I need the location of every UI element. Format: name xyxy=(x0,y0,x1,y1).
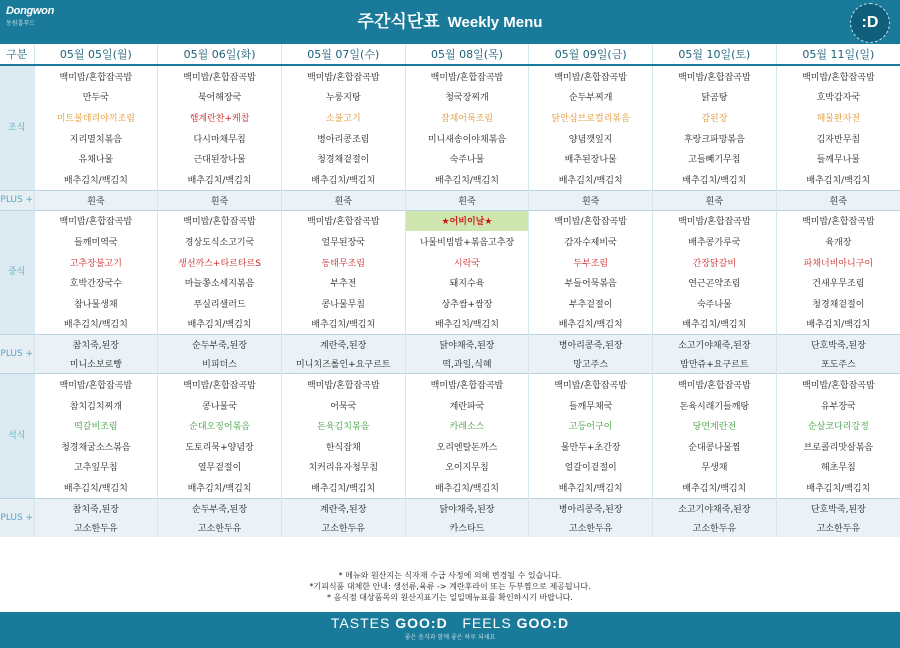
menu-item: 열무겉절이 xyxy=(158,457,282,478)
menu-item: 배추김치/백김치 xyxy=(529,477,653,498)
menu-item: 배추김치/백김치 xyxy=(776,169,900,190)
menu-item: 백미밥/혼합잡곡밥 xyxy=(34,210,158,231)
menu-item: 북어해장국 xyxy=(158,87,282,108)
brand-badge-icon: :D xyxy=(850,3,890,43)
menu-item: 얼무된장국 xyxy=(281,231,405,252)
menu-item: 배추김치/백김치 xyxy=(281,169,405,190)
menu-item: 흰죽 xyxy=(776,190,900,210)
menu-item: 한식잡채 xyxy=(281,436,405,457)
menu-item: 물만두+초간장 xyxy=(529,436,653,457)
menu-item: 배추김치/백김치 xyxy=(776,314,900,335)
menu-row xyxy=(0,415,900,436)
menu-item: 포도주스 xyxy=(776,354,900,374)
menu-item: 떡갈비조림 xyxy=(34,415,158,436)
menu-row xyxy=(0,335,900,355)
menu-item: 나물비빔밥+볶음고추장 xyxy=(405,231,529,252)
notice-section xyxy=(0,570,900,603)
notice-line: * 음식점 대상품목의 원산지표기는 일일메뉴표를 확인하시기 바랍니다. xyxy=(327,593,573,602)
logo-sub: 동원홈푸드 xyxy=(6,20,35,27)
menu-item: 백미밥/혼합잡곡밥 xyxy=(158,210,282,231)
menu-item: 병아리콩조림 xyxy=(281,128,405,149)
menu-item: 김자반무침 xyxy=(776,128,900,149)
menu-item: 브로콜리맛살볶음 xyxy=(776,436,900,457)
menu-item: 백미밥/혼합잡곡밥 xyxy=(34,374,158,395)
menu-row xyxy=(0,395,900,416)
menu-item: 고소한두유 xyxy=(653,518,777,537)
menu-item: 배추김치/백김치 xyxy=(776,477,900,498)
menu-row xyxy=(0,436,900,457)
menu-item: 소고기야채죽,된장 xyxy=(653,498,777,518)
page-title xyxy=(0,0,900,45)
menu-item: 감된장 xyxy=(653,107,777,128)
footer-subtext: 좋은 음식과 함께 좋은 하루 되세요 xyxy=(404,634,496,641)
menu-item: 단호박죽,된장 xyxy=(776,335,900,355)
menu-item: 배추김치/백김치 xyxy=(158,169,282,190)
slogan-word: TASTES xyxy=(330,615,391,631)
menu-item: 누룽지탕 xyxy=(281,87,405,108)
menu-row xyxy=(0,87,900,108)
menu-item: 병아리콩죽,된장 xyxy=(529,498,653,518)
dinner-label: 석식 xyxy=(0,374,34,499)
menu-item: 돈육시래기들깨탕 xyxy=(653,395,777,416)
menu-item: 다시마채무침 xyxy=(158,128,282,149)
menu-item: 카스타드 xyxy=(405,518,529,537)
menu-item: 미니새송이야채볶음 xyxy=(405,128,529,149)
menu-item: 배추김치/백김치 xyxy=(34,477,158,498)
menu-row xyxy=(0,65,900,87)
menu-item: 숙주나물 xyxy=(653,293,777,314)
menu-item: 콩나물무침 xyxy=(281,293,405,314)
day-header: 05월 08일(목) xyxy=(405,44,529,65)
menu-item: 배추된장나물 xyxy=(529,148,653,169)
menu-item: 백미밥/혼합잡곡밥 xyxy=(34,65,158,87)
menu-row xyxy=(0,231,900,252)
menu-item: 마늘쫑소세지볶음 xyxy=(158,272,282,293)
menu-item: 고소한두유 xyxy=(34,518,158,537)
menu-item: 고추잎무침 xyxy=(34,457,158,478)
menu-item: 순대콩나물찜 xyxy=(653,436,777,457)
menu-item: 후랑크파망볶음 xyxy=(653,128,777,149)
menu-item: 단호박죽,된장 xyxy=(776,498,900,518)
corner-label: 구분 xyxy=(0,44,34,65)
menu-item: 배추김치/백김치 xyxy=(653,314,777,335)
menu-item: 부들어묵볶음 xyxy=(529,272,653,293)
menu-item: 떡,과일,식혜 xyxy=(405,354,529,374)
menu-item: 생선까스+타르타르S xyxy=(158,252,282,273)
menu-item: 순대오징어볶음 xyxy=(158,415,282,436)
menu-item: 소고기야채죽,된장 xyxy=(653,335,777,355)
menu-item: 돼지수육 xyxy=(405,272,529,293)
menu-item: 백미밥/혼합잡곡밥 xyxy=(281,65,405,87)
menu-item: 경상도식소고기국 xyxy=(158,231,282,252)
menu-item: 해초무침 xyxy=(776,457,900,478)
menu-row xyxy=(0,457,900,478)
menu-item: 순두부죽,된장 xyxy=(158,335,282,355)
menu-item: 당면계란전 xyxy=(653,415,777,436)
menu-item: 오이지무침 xyxy=(405,457,529,478)
menu-item: 배추김치/백김치 xyxy=(281,314,405,335)
menu-item: 들깨무채국 xyxy=(529,395,653,416)
menu-item: 백미밥/혼합잡곡밥 xyxy=(653,374,777,395)
title-english: Weekly Menu xyxy=(447,14,543,31)
menu-item: 미니치즈롤인+요구르트 xyxy=(281,354,405,374)
menu-item: 고소한두유 xyxy=(158,518,282,537)
menu-item: 백미밥/혼합잡곡밥 xyxy=(776,374,900,395)
menu-item: 두부조림 xyxy=(529,252,653,273)
menu-item: 배추김치/백김치 xyxy=(653,477,777,498)
menu-item: 청국장찌개 xyxy=(405,87,529,108)
plus-label: PLUS + xyxy=(0,190,34,210)
day-header: 05월 09일(금) xyxy=(529,44,653,65)
menu-item: 백미밥/혼합잡곡밥 xyxy=(529,374,653,395)
menu-item: 유부장국 xyxy=(776,395,900,416)
menu-item: 소불고기 xyxy=(281,107,405,128)
menu-item: 호박간장국수 xyxy=(34,272,158,293)
menu-item: 배추김치/백김치 xyxy=(653,169,777,190)
menu-item: 백미밥/혼합잡곡밥 xyxy=(281,210,405,231)
menu-row xyxy=(0,293,900,314)
menu-item: 치커리유자청무침 xyxy=(281,457,405,478)
menu-item: 배추김치/백김치 xyxy=(34,169,158,190)
title-korean: 주간식단표 xyxy=(357,12,440,32)
menu-item: 닭야채죽,된장 xyxy=(405,498,529,518)
menu-item: 배추김치/백김치 xyxy=(281,477,405,498)
menu-item: 순살코다리강정 xyxy=(776,415,900,436)
notice-line: * 메뉴와 원산지는 식자재 수급 사정에 의해 변경될 수 있습니다. xyxy=(338,571,562,580)
menu-item: 고들빼기무침 xyxy=(653,148,777,169)
menu-item: 참치김치찌개 xyxy=(34,395,158,416)
menu-item: 계란파국 xyxy=(405,395,529,416)
menu-row xyxy=(0,252,900,273)
menu-item: 흰죽 xyxy=(529,190,653,210)
menu-item: 밤만쥬+요구르트 xyxy=(653,354,777,374)
menu-item: 배추김치/백김치 xyxy=(405,169,529,190)
menu-item: 어묵국 xyxy=(281,395,405,416)
menu-item: 백미밥/혼합잡곡밥 xyxy=(529,65,653,87)
slogan-word: GOO:D xyxy=(516,615,570,631)
menu-item: 파채너비아니구이 xyxy=(776,252,900,273)
menu-item: 배추김치/백김치 xyxy=(405,477,529,498)
menu-item: 잡채어묵조림 xyxy=(405,107,529,128)
day-header: 05월 10일(토) xyxy=(653,44,777,65)
menu-item: 연근곤약조림 xyxy=(653,272,777,293)
day-header: 05월 11일(일) xyxy=(776,44,900,65)
menu-item: 닭야채죽,된장 xyxy=(405,335,529,355)
menu-item: 상추쌈+쌈장 xyxy=(405,293,529,314)
menu-item: 만두국 xyxy=(34,87,158,108)
menu-item: 고추장불고기 xyxy=(34,252,158,273)
menu-item: 유채나물 xyxy=(34,148,158,169)
page-footer xyxy=(0,612,900,648)
lunch-label: 중식 xyxy=(0,210,34,335)
menu-row xyxy=(0,169,900,190)
menu-row xyxy=(0,354,900,374)
menu-row xyxy=(0,374,900,395)
menu-item: 백미밥/혼합잡곡밥 xyxy=(653,65,777,87)
menu-item: 배추김치/백김치 xyxy=(158,314,282,335)
menu-item: 미니소보로빵 xyxy=(34,354,158,374)
menu-item: 백미밥/혼합잡곡밥 xyxy=(776,210,900,231)
menu-item: 시락국 xyxy=(405,252,529,273)
day-header: 05월 05일(월) xyxy=(34,44,158,65)
menu-item: 참치죽,된장 xyxy=(34,335,158,355)
menu-row xyxy=(0,128,900,149)
menu-item: 고소한두유 xyxy=(776,518,900,537)
menu-item: 카레소스 xyxy=(405,415,529,436)
menu-item: 닭곰탕 xyxy=(653,87,777,108)
menu-item: 무생채 xyxy=(653,457,777,478)
menu-item: 참치죽,된장 xyxy=(34,498,158,518)
day-header: 05월 06일(화) xyxy=(158,44,282,65)
menu-item: 고소한두유 xyxy=(529,518,653,537)
menu-item: 육개장 xyxy=(776,231,900,252)
menu-item: 참나물생채 xyxy=(34,293,158,314)
menu-item: 부추전 xyxy=(281,272,405,293)
menu-item: 숙주나물 xyxy=(405,148,529,169)
menu-item: 흰죽 xyxy=(34,190,158,210)
menu-item: 청경채겉절이 xyxy=(281,148,405,169)
menu-row xyxy=(0,498,900,518)
menu-item: 청경채겉절이 xyxy=(776,293,900,314)
menu-item: 백미밥/혼합잡곡밥 xyxy=(653,210,777,231)
menu-item: 계란죽,된장 xyxy=(281,335,405,355)
menu-item: 미트볼데리야끼조림 xyxy=(34,107,158,128)
menu-item: 감자수제비국 xyxy=(529,231,653,252)
menu-item: 들깨무나물 xyxy=(776,148,900,169)
menu-item: 부추겉절이 xyxy=(529,293,653,314)
menu-item: 순두부찌개 xyxy=(529,87,653,108)
menu-item: 배추김치/백김치 xyxy=(158,477,282,498)
menu-item: 간장닭갈비 xyxy=(653,252,777,273)
page-header xyxy=(0,0,900,44)
menu-row xyxy=(0,148,900,169)
menu-item: 흰죽 xyxy=(158,190,282,210)
menu-row xyxy=(0,518,900,537)
menu-row xyxy=(0,272,900,293)
menu-item: 푸실리샐러드 xyxy=(158,293,282,314)
menu-item: 돈육김치볶음 xyxy=(281,415,405,436)
menu-item: 콩나물국 xyxy=(158,395,282,416)
menu-row xyxy=(0,210,900,231)
menu-item: 흰죽 xyxy=(281,190,405,210)
menu-item: 도토리묵+양념장 xyxy=(158,436,282,457)
weekly-menu-table xyxy=(0,44,900,537)
slogan-word: GOO:D xyxy=(395,615,448,631)
menu-item: 배추김치/백김치 xyxy=(405,314,529,335)
menu-item: 순두부죽,된장 xyxy=(158,498,282,518)
day-header: 05월 07일(수) xyxy=(281,44,405,65)
logo-brand: Dongwon xyxy=(6,5,54,17)
menu-item: 오리엔탈돈까스 xyxy=(405,436,529,457)
menu-row xyxy=(0,190,900,210)
menu-row xyxy=(0,477,900,498)
menu-item: 햄계란찬+케찹 xyxy=(158,107,282,128)
menu-item: 백미밥/혼합잡곡밥 xyxy=(776,65,900,87)
breakfast-label: 조식 xyxy=(0,65,34,190)
menu-item: 백미밥/혼합잡곡밥 xyxy=(405,65,529,87)
menu-row xyxy=(0,314,900,335)
menu-item: 청경채굴소스볶음 xyxy=(34,436,158,457)
menu-item: 들깨미역국 xyxy=(34,231,158,252)
menu-item: 백미밥/혼합잡곡밥 xyxy=(158,374,282,395)
menu-item: 흰죽 xyxy=(653,190,777,210)
menu-item: ★어비이날★ xyxy=(405,210,529,231)
menu-item: 지리멸치볶음 xyxy=(34,128,158,149)
menu-item: 양념깻잎지 xyxy=(529,128,653,149)
menu-item: 배추김치/백김치 xyxy=(529,169,653,190)
menu-item: 망고주스 xyxy=(529,354,653,374)
menu-item: 백미밥/혼합잡곡밥 xyxy=(158,65,282,87)
menu-item: 백미밥/혼합잡곡밥 xyxy=(281,374,405,395)
menu-item: 백미밥/혼합잡곡밥 xyxy=(405,374,529,395)
slogan-word: FEELS xyxy=(462,615,512,631)
menu-item: 비피더스 xyxy=(158,354,282,374)
menu-item: 흰죽 xyxy=(405,190,529,210)
menu-item: 해물완자전 xyxy=(776,107,900,128)
menu-item: 배추김치/백김치 xyxy=(529,314,653,335)
plus-label: PLUS + xyxy=(0,498,34,537)
menu-row xyxy=(0,107,900,128)
day-header-row xyxy=(0,44,900,65)
menu-item: 호박감자국 xyxy=(776,87,900,108)
menu-item: 근대된장나물 xyxy=(158,148,282,169)
menu-item: 동태무조림 xyxy=(281,252,405,273)
menu-item: 고소한두유 xyxy=(281,518,405,537)
menu-item: 배추김치/백김치 xyxy=(34,314,158,335)
menu-item: 고등어구이 xyxy=(529,415,653,436)
menu-item: 건새우무조림 xyxy=(776,272,900,293)
menu-item: 계란죽,된장 xyxy=(281,498,405,518)
menu-item: 배추콩가루국 xyxy=(653,231,777,252)
footer-slogan xyxy=(0,612,900,631)
notice-line: *기피식품 대체한 안내: 생선류,육류 -> 계란후라이 또는 두부찜으로 제공됩니다. xyxy=(309,582,591,591)
menu-item: 얼갈이겉절이 xyxy=(529,457,653,478)
menu-item: 백미밥/혼합잡곡밥 xyxy=(529,210,653,231)
menu-item: 닭안심브로컬리볶음 xyxy=(529,107,653,128)
menu-item: 병아리콩죽,된장 xyxy=(529,335,653,355)
plus-label: PLUS + xyxy=(0,335,34,374)
